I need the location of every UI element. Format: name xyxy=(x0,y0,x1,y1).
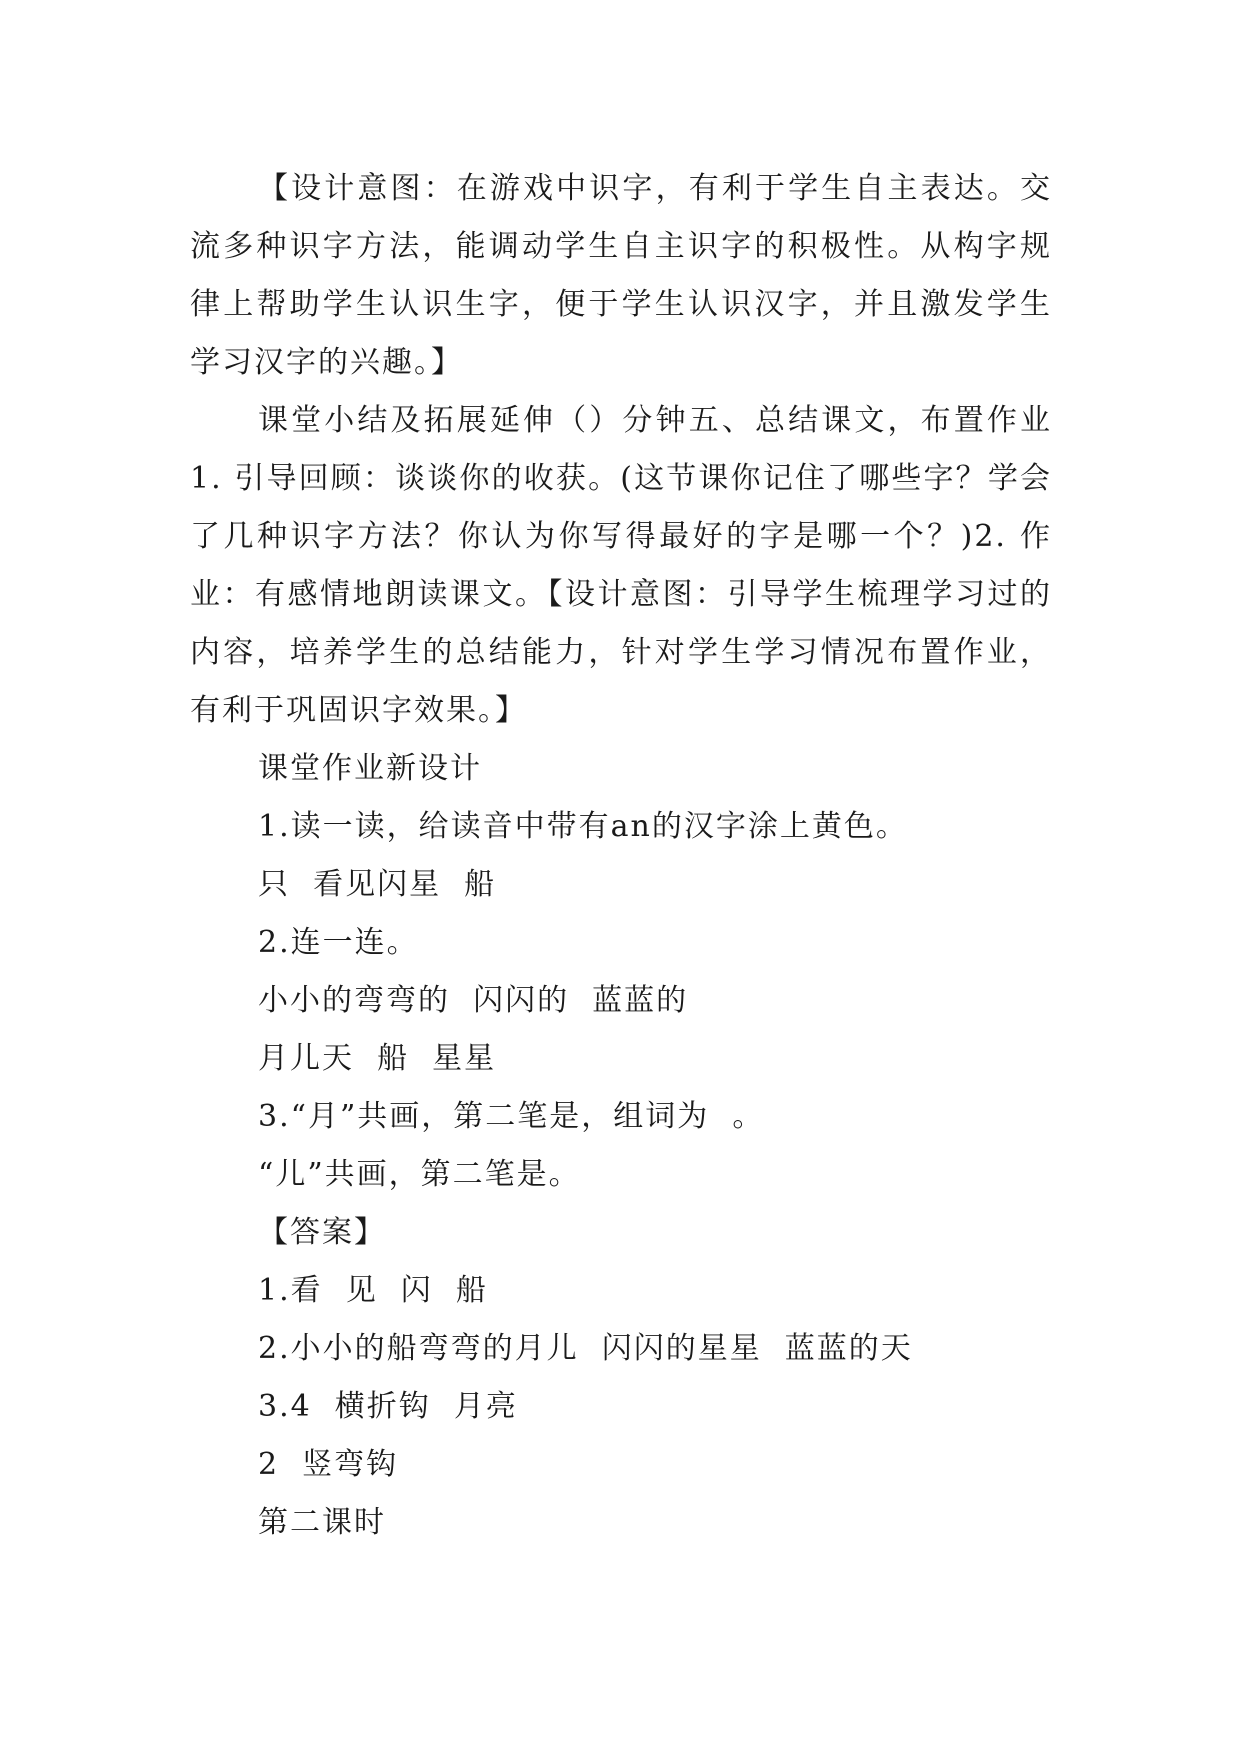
answer-2: 2.小小的船弯弯的月儿 闪闪的星星 蓝蓝的天 xyxy=(258,1331,913,1366)
homework-heading: 课堂作业新设计 xyxy=(258,751,482,786)
exercise-2-adjectives: 小小的弯弯的 闪闪的 蓝蓝的 xyxy=(258,983,689,1018)
answer-1: 1.看 见 闪 船 xyxy=(258,1273,488,1308)
answer-heading: 【答案】 xyxy=(258,1215,386,1250)
exercise-2-instruction: 2.连一连。 xyxy=(258,925,419,960)
answer-3-yue: 3.4 横折钩 月亮 xyxy=(258,1389,518,1424)
exercise-3-er: “儿”共画，第二笔是。 xyxy=(258,1157,581,1192)
answer-3-er: 2 竖弯钩 xyxy=(258,1447,399,1482)
exercise-2-nouns: 月儿天 船 星星 xyxy=(258,1041,497,1076)
exercise-1-characters: 只 看见闪星 船 xyxy=(258,867,497,902)
document-body xyxy=(190,160,1052,1552)
exercise-3-yue: 3.“月”共画，第二笔是，组词为 。 xyxy=(258,1099,765,1134)
second-lesson-heading: 第二课时 xyxy=(258,1505,386,1540)
exercise-1-instruction: 1.读一读，给读音中带有an的汉字涂上黄色。 xyxy=(258,809,908,844)
lesson-summary-paragraph: 课堂小结及拓展延伸（）分钟五、总结课文，布置作业1. 引导回顾：谈谈你的收获。(这节课你记住了哪些字？学会了几种识字方法？你认为你写得最好的字是哪一个？)2. 作业：有感情地朗读课文。【设计意图：引导学生梳理学习过的内容，培养学生的总结能力，针对学生学习情况布置作业，有利于巩固识字效果。】 xyxy=(190,403,1052,728)
design-intent-paragraph: 【设计意图：在游戏中识字，有利于学生自主表达。交流多种识字方法，能调动学生自主识字的积极性。从构字规律上帮助学生认识生字，便于学生认识汉字，并且激发学生学习汉字的兴趣。】 xyxy=(190,171,1052,380)
